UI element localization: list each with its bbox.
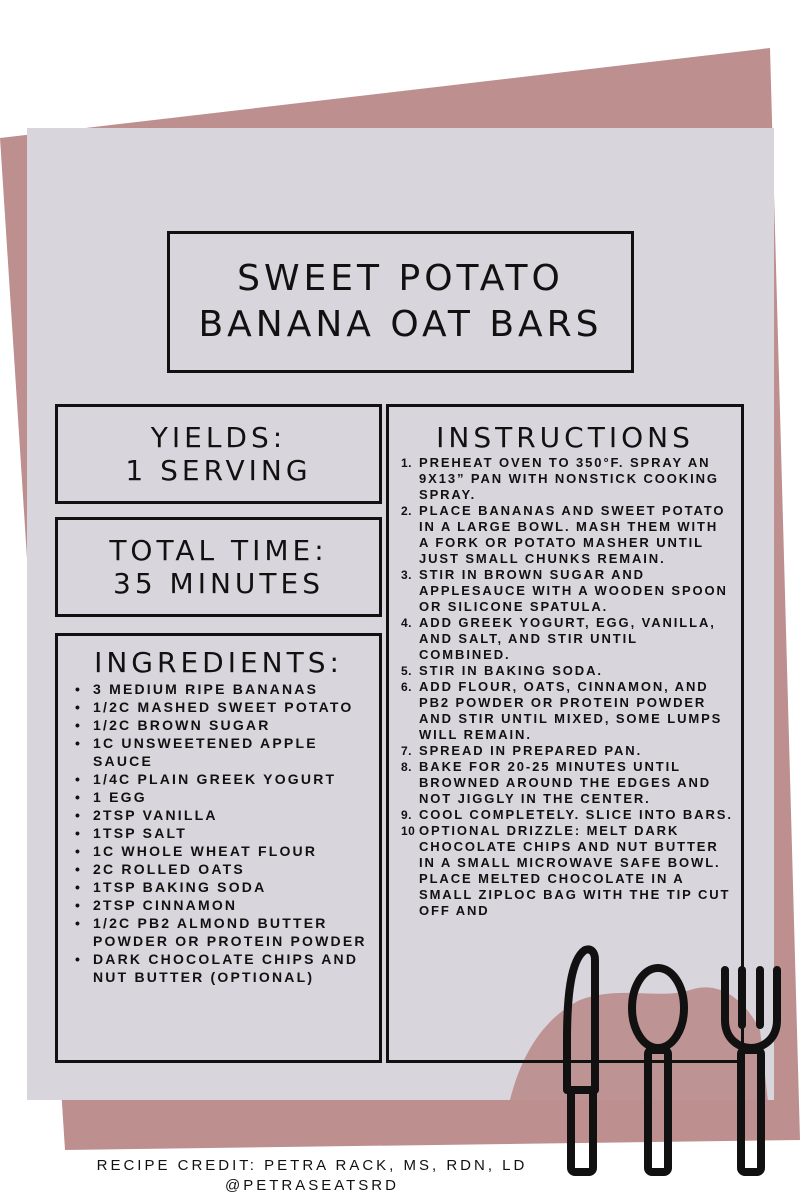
step-text: ADD GREEK YOGURT, EGG, VANILLA, AND SALT, AND STIR UNTIL COMBINED. <box>419 615 716 662</box>
bullet-icon: • <box>75 879 83 895</box>
instructions-list <box>389 455 741 919</box>
instruction-step <box>401 615 733 663</box>
bullet-icon: • <box>75 699 83 715</box>
ingredient-item <box>75 698 369 716</box>
step-number: 8. <box>401 760 413 774</box>
bullet-icon: • <box>75 771 83 787</box>
bullet-icon: • <box>75 897 83 913</box>
ingredient-item <box>75 878 369 896</box>
instructions-heading: INSTRUCTIONS <box>436 421 694 454</box>
step-number: 9. <box>401 808 413 822</box>
ingredient-text: 2C ROLLED OATS <box>93 861 245 877</box>
fork-icon <box>725 970 777 1048</box>
total-time-label: TOTAL TIME: <box>109 534 328 567</box>
bullet-icon: • <box>75 807 83 823</box>
bullet-icon: • <box>75 681 83 697</box>
ingredient-text: 1/2C PB2 ALMOND BUTTER POWDER OR PROTEIN POWDER <box>93 915 367 949</box>
step-text: COOL COMPLETELY. SLICE INTO BARS. <box>419 807 733 822</box>
step-number: 1. <box>401 456 413 470</box>
ingredient-item <box>75 734 369 770</box>
step-number: 6. <box>401 680 413 694</box>
spoon-handle <box>648 1050 668 1172</box>
ingredient-text: 3 MEDIUM RIPE BANANAS <box>93 681 319 697</box>
ingredient-text: 1 EGG <box>93 789 147 805</box>
bullet-icon: • <box>75 951 83 967</box>
bullet-icon: • <box>75 735 83 751</box>
ingredient-item <box>75 914 369 950</box>
ingredient-text: 2TSP CINNAMON <box>93 897 238 913</box>
instruction-step <box>401 503 733 567</box>
bullet-icon: • <box>75 843 83 859</box>
yields-value: 1 SERVING <box>125 454 312 487</box>
instruction-step <box>401 807 733 823</box>
ingredient-item <box>75 716 369 734</box>
step-number: 3. <box>401 568 413 582</box>
instruction-step <box>401 455 733 503</box>
title-line-2: BANANA OAT BARS <box>198 304 603 345</box>
ingredient-item <box>75 680 369 698</box>
step-text: PREHEAT OVEN TO 350°F. SPRAY AN 9X13” PAN WITH NONSTICK COOKING SPRAY. <box>419 455 719 502</box>
ingredients-box <box>55 633 382 1063</box>
ingredient-text: 1/2C BROWN SUGAR <box>93 717 271 733</box>
bullet-icon: • <box>75 825 83 841</box>
ingredients-list <box>58 680 379 986</box>
ingredient-item <box>75 806 369 824</box>
step-text: BAKE FOR 20-25 MINUTES UNTIL BROWNED AROUND THE EDGES AND NOT JIGGLY IN THE CENTER. <box>419 759 712 806</box>
instruction-step <box>401 567 733 615</box>
ingredient-item <box>75 842 369 860</box>
step-number: 4. <box>401 616 413 630</box>
ingredient-text: 1TSP BAKING SODA <box>93 879 267 895</box>
credit-handle: @PETRASEATSRD <box>225 1177 399 1194</box>
spoon-icon <box>632 968 684 1048</box>
knife-icon <box>567 949 595 1090</box>
total-time-box <box>55 517 382 617</box>
step-number: 7. <box>401 744 413 758</box>
bullet-icon: • <box>75 861 83 877</box>
step-number: 5. <box>401 664 413 678</box>
ingredient-text: DARK CHOCOLATE CHIPS AND NUT BUTTER (OPTIONAL) <box>93 951 359 985</box>
fork-handle <box>741 1050 761 1172</box>
step-text: STIR IN BROWN SUGAR AND APPLESAUCE WITH A WOODEN SPOON OR SILICONE SPATULA. <box>419 567 728 614</box>
step-text: PLACE BANANAS AND SWEET POTATO IN A LARGE BOWL. MASH THEM WITH A FORK OR POTATO MASHER UNTIL JUST SMALL CHUNKS REMAIN. <box>419 503 726 566</box>
ingredient-item <box>75 950 369 986</box>
ingredient-item <box>75 896 369 914</box>
instruction-step <box>401 679 733 743</box>
credit-line-1: RECIPE CREDIT: PETRA RACK, MS, RDN, LD <box>96 1157 528 1174</box>
recipe-credit <box>62 1156 562 1196</box>
ingredient-text: 2TSP VANILLA <box>93 807 218 823</box>
ingredients-heading: INGREDIENTS: <box>94 646 343 679</box>
bullet-icon: • <box>75 915 83 931</box>
step-text: OPTIONAL DRIZZLE: MELT DARK CHOCOLATE CHIPS AND NUT BUTTER IN A SMALL MICROWAVE SAFE BOWL. PLACE MELTED CHOCOLATE IN A SMALL ZIPLOC BAG WITH THE TIP CUT OFF AND <box>419 823 731 918</box>
instruction-step <box>401 663 733 679</box>
step-text: STIR IN BAKING SODA. <box>419 663 603 678</box>
instruction-step <box>401 823 733 919</box>
step-text: ADD FLOUR, OATS, CINNAMON, AND PB2 POWDER OR PROTEIN POWDER AND STIR UNTIL MIXED, SOME LUMPS WILL REMAIN. <box>419 679 723 742</box>
ingredient-item <box>75 824 369 842</box>
yields-box <box>55 404 382 504</box>
ingredient-text: 1/2C MASHED SWEET POTATO <box>93 699 354 715</box>
bullet-icon: • <box>75 789 83 805</box>
step-text: SPREAD IN PREPARED PAN. <box>419 743 643 758</box>
instruction-step <box>401 743 733 759</box>
ingredient-item <box>75 788 369 806</box>
ingredient-item <box>75 770 369 788</box>
yields-label: YIELDS: <box>150 421 287 454</box>
ingredient-text: 1C WHOLE WHEAT FLOUR <box>93 843 318 859</box>
step-number: 10 <box>401 824 416 838</box>
title-box <box>167 231 634 373</box>
instruction-step <box>401 759 733 807</box>
utensils-icon <box>555 940 785 1180</box>
title-line-1: SWEET POTATO <box>237 258 564 299</box>
ingredient-item <box>75 860 369 878</box>
step-number: 2. <box>401 504 413 518</box>
ingredient-text: 1TSP SALT <box>93 825 187 841</box>
ingredient-text: 1C UNSWEETENED APPLE SAUCE <box>93 735 318 769</box>
ingredient-text: 1/4C PLAIN GREEK YOGURT <box>93 771 337 787</box>
knife-handle <box>571 1090 593 1172</box>
bullet-icon: • <box>75 717 83 733</box>
total-time-value: 35 MINUTES <box>113 567 324 600</box>
